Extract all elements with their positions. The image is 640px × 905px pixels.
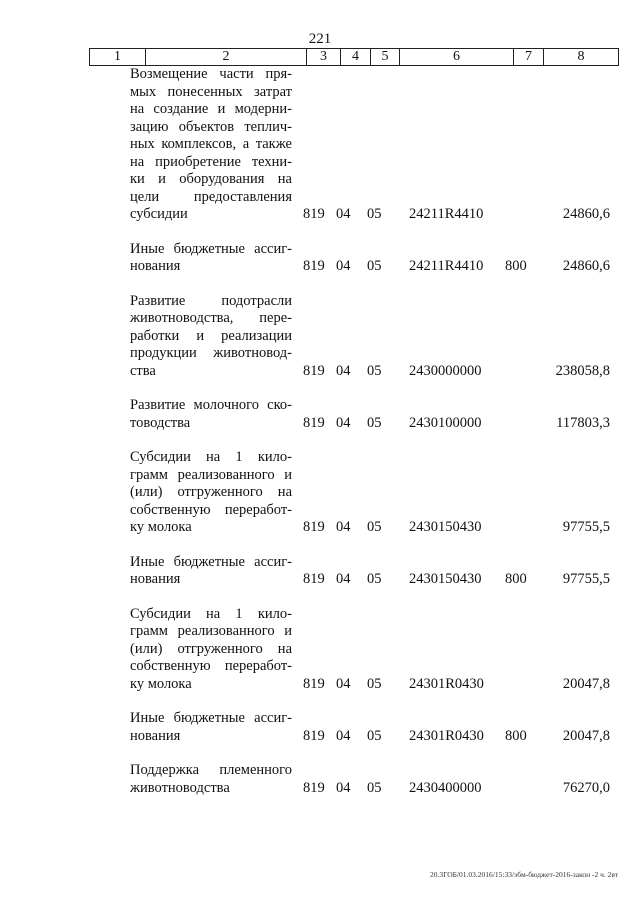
description-line: на создание и модерни- bbox=[130, 101, 292, 117]
section-code: 04 bbox=[336, 206, 351, 222]
ministry-code: 819 bbox=[303, 727, 325, 744]
budget-rows bbox=[0, 66, 640, 814]
description-line: грамм реализованного и bbox=[130, 623, 292, 639]
description-line: цели предоставления bbox=[130, 188, 292, 205]
subsection-code: 05 bbox=[367, 779, 382, 796]
description-line: нования bbox=[130, 571, 181, 587]
table-row bbox=[0, 293, 640, 381]
description-line: Развитие молочного ско- bbox=[130, 397, 292, 413]
row-values bbox=[0, 519, 640, 537]
column-header-4: 4 bbox=[341, 49, 371, 66]
description-line: животноводства bbox=[130, 779, 230, 796]
description-line: (или) отгруженного на bbox=[130, 640, 292, 657]
description-line: зацию объектов теплич- bbox=[130, 118, 292, 135]
description-line: ных комплексов, а также bbox=[130, 136, 292, 152]
column-header-7: 7 bbox=[514, 49, 544, 66]
table-row bbox=[0, 241, 640, 276]
subsection-code: 05 bbox=[367, 362, 382, 379]
description-line: на приобретение техни- bbox=[130, 153, 292, 170]
section-code: 04 bbox=[336, 362, 351, 379]
description-line: продукции животновод- bbox=[130, 345, 292, 361]
section-code: 04 bbox=[336, 414, 351, 431]
section-code: 04 bbox=[336, 519, 351, 535]
row-values bbox=[0, 415, 640, 433]
row-values bbox=[0, 206, 640, 224]
column-header-2: 2 bbox=[146, 49, 307, 66]
section-code: 04 bbox=[336, 571, 351, 587]
description-line: животноводства, пере- bbox=[130, 310, 292, 326]
table-row bbox=[0, 762, 640, 797]
row-description bbox=[130, 66, 292, 224]
row-values bbox=[0, 728, 640, 746]
target-article-code: 24301R0430 bbox=[409, 675, 484, 692]
page-number: 221 bbox=[308, 31, 332, 47]
description-line: Субсидии на 1 кило- bbox=[130, 605, 292, 622]
description-line: Субсидии на 1 кило- bbox=[130, 449, 292, 465]
target-article-code: 2430000000 bbox=[409, 362, 482, 379]
column-header-6: 6 bbox=[400, 49, 514, 66]
ministry-code: 819 bbox=[303, 206, 325, 222]
subsection-code: 05 bbox=[367, 206, 382, 222]
table-row bbox=[0, 397, 640, 432]
expense-type-code: 800 bbox=[505, 258, 527, 274]
subsection-code: 05 bbox=[367, 571, 382, 587]
section-code: 04 bbox=[336, 727, 351, 744]
target-article-code: 2430100000 bbox=[409, 414, 482, 431]
amount: 24860,6 bbox=[562, 258, 610, 274]
column-header-row bbox=[90, 49, 619, 66]
amount: 24860,6 bbox=[562, 206, 610, 222]
description-line: ства bbox=[130, 362, 156, 379]
description-line: Иные бюджетные ассиг- bbox=[130, 553, 292, 570]
ministry-code: 819 bbox=[303, 362, 325, 379]
amount: 238058,8 bbox=[555, 362, 610, 379]
table-row bbox=[0, 449, 640, 537]
column-header-5: 5 bbox=[371, 49, 400, 66]
description-line: грамм реализованного и bbox=[130, 466, 292, 483]
row-values bbox=[0, 258, 640, 276]
row-values bbox=[0, 363, 640, 381]
description-line: Развитие подотрасли bbox=[130, 292, 292, 309]
row-values bbox=[0, 571, 640, 589]
description-line: товодства bbox=[130, 414, 191, 431]
amount: 20047,8 bbox=[562, 727, 610, 744]
description-line: нования bbox=[130, 258, 181, 274]
description-line: нования bbox=[130, 727, 181, 744]
target-article-code: 2430150430 bbox=[409, 519, 482, 535]
table-row bbox=[0, 606, 640, 694]
section-code: 04 bbox=[336, 779, 351, 796]
ministry-code: 819 bbox=[303, 571, 325, 587]
section-code: 04 bbox=[336, 675, 351, 692]
target-article-code: 24211R4410 bbox=[409, 258, 484, 274]
expense-type-code: 800 bbox=[505, 727, 527, 744]
subsection-code: 05 bbox=[367, 414, 382, 431]
subsection-code: 05 bbox=[367, 727, 382, 744]
table-row bbox=[0, 710, 640, 745]
expense-type-code: 800 bbox=[505, 571, 527, 587]
ministry-code: 819 bbox=[303, 675, 325, 692]
ministry-code: 819 bbox=[303, 519, 325, 535]
amount: 97755,5 bbox=[562, 519, 610, 535]
description-line: собственную переработ- bbox=[130, 501, 292, 518]
table-row bbox=[0, 66, 640, 224]
ministry-code: 819 bbox=[303, 258, 325, 274]
column-header-1: 1 bbox=[90, 49, 146, 66]
description-line: работки и реализации bbox=[130, 327, 292, 344]
description-line: ку молока bbox=[130, 675, 192, 692]
description-line: (или) отгруженного на bbox=[130, 484, 292, 500]
subsection-code: 05 bbox=[367, 258, 382, 274]
description-line: Возмещение части пря- bbox=[130, 66, 292, 82]
amount: 117803,3 bbox=[556, 414, 610, 431]
description-line: субсидии bbox=[130, 206, 188, 222]
target-article-code: 2430150430 bbox=[409, 571, 482, 587]
description-line: Иные бюджетные ассиг- bbox=[130, 240, 292, 257]
ministry-code: 819 bbox=[303, 414, 325, 431]
amount: 97755,5 bbox=[562, 571, 610, 587]
ministry-code: 819 bbox=[303, 779, 325, 796]
subsection-code: 05 bbox=[367, 519, 382, 535]
row-values bbox=[0, 676, 640, 694]
description-line: Иные бюджетные ассиг- bbox=[130, 710, 292, 726]
description-line: ки и оборудования на bbox=[130, 171, 292, 187]
target-article-code: 24211R4410 bbox=[409, 206, 484, 222]
description-line: ку молока bbox=[130, 519, 192, 535]
column-header-3: 3 bbox=[307, 49, 341, 66]
section-code: 04 bbox=[336, 258, 351, 274]
target-article-code: 24301R0430 bbox=[409, 727, 484, 744]
amount: 76270,0 bbox=[562, 779, 610, 796]
row-values bbox=[0, 780, 640, 798]
subsection-code: 05 bbox=[367, 675, 382, 692]
description-line: Поддержка племенного bbox=[130, 762, 292, 778]
amount: 20047,8 bbox=[562, 675, 610, 692]
column-header-table bbox=[89, 48, 619, 66]
description-line: мых понесенных затрат bbox=[130, 83, 292, 100]
footer-code: 20.3ГОБ/01.03.2016/15:33/эбм-бюджет-2016-закон -2 ч. 2вт bbox=[429, 870, 618, 879]
description-line: собственную переработ- bbox=[130, 658, 292, 674]
table-row bbox=[0, 554, 640, 589]
column-header-8: 8 bbox=[544, 49, 619, 66]
target-article-code: 2430400000 bbox=[409, 779, 482, 796]
